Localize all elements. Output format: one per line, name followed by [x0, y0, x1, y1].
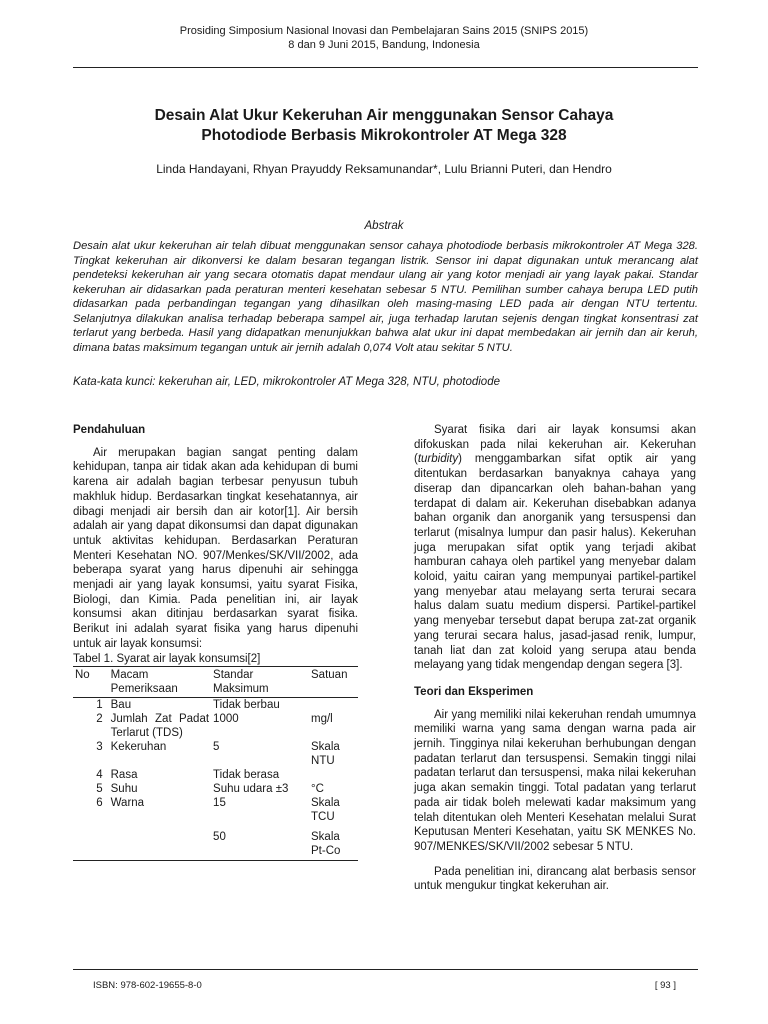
table-row	[73, 698, 358, 713]
cell-parameter: Kekeruhan	[110, 741, 167, 754]
header-parameter: Macam Pemeriksaan	[109, 667, 211, 698]
cell-parameter: Suhu	[110, 783, 138, 796]
section-heading-introduction: Pendahuluan	[73, 424, 146, 436]
section-heading-theory: Teori dan Eksperimen	[414, 685, 534, 698]
title-line-2: Photodiode Berbasis Mikrokontroler AT Mega 328	[201, 127, 567, 144]
isbn: ISBN: 978-602-19655-8-0	[93, 980, 202, 991]
theory-paragraph: Air yang memiliki nilai kekeruhan rendah umumnya memiliki warna yang sama dengan warna pada air jernih. Tingginya nilai kekeruhan berhubungan dengan padatan terlarut dan tersuspensi. Semakin tinggi nilai padatan terlarut dan tersuspensi, maka nilai kekeruhan juga akan semakin tinggi. Total padatan yang terlarut pada air tidak boleh melewati kadar maksimum yang telah ditentukan oleh Menteri Kesehatan melalui Surat Keputusan Menteri Kesehatan, yaitu SK MENKES No. 907/MENKES/SK/VII/2002 sebesar 5 NTU.	[414, 708, 696, 853]
right-column	[414, 423, 696, 894]
cell-parameter: Jumlah Zat Padat Terlarut (TDS)	[110, 713, 210, 740]
cell-unit	[309, 768, 358, 782]
header-no: No	[73, 667, 109, 698]
cell-no: 2	[96, 713, 103, 726]
requirements-table	[73, 666, 358, 861]
footer-rule	[73, 969, 698, 970]
cell-unit: °C	[311, 783, 324, 796]
cell-unit: mg/l	[311, 713, 333, 726]
cell-parameter: Warna	[110, 797, 145, 810]
conference-date: 8 dan 9 Juni 2015, Bandung, Indonesia	[288, 39, 480, 51]
keywords: Kata-kata kunci: kekeruhan air, LED, mikrokontroler AT Mega 328, NTU, photodiode	[73, 376, 500, 388]
header-standard: Standar Maksimum	[211, 667, 309, 698]
cell-standard: 5	[213, 741, 220, 754]
running-header	[0, 24, 768, 52]
cell-no: 1	[96, 699, 103, 712]
header-rule	[73, 67, 698, 68]
header-unit: Satuan	[309, 667, 358, 698]
table-row	[73, 712, 358, 740]
cell-unit: Skala TCU	[311, 797, 340, 824]
table-row	[73, 782, 358, 796]
cell-unit: Skala NTU	[311, 741, 340, 768]
cell-no: 4	[96, 769, 103, 782]
cell-no	[73, 824, 109, 861]
page-number: [ 93 ]	[654, 980, 676, 991]
cell-standard: 50	[211, 824, 309, 861]
table-row	[73, 768, 358, 782]
cell-no: 3	[96, 741, 103, 754]
cell-no: 5	[96, 783, 103, 796]
cell-standard: Tidak berasa	[213, 769, 280, 782]
cell-standard: Tidak berbau	[213, 699, 280, 712]
cell-parameter: Bau	[110, 699, 132, 712]
abstract-text: Desain alat ukur kekeruhan air telah dibuat menggunakan sensor cahaya photodiode berbasis mikrokontroler AT Mega 328. Tingkat kekeruhan air dikonversi ke dalam besaran tegangan listrik. Sensor ini dapat digunakan untuk merancang alat pendeteksi kekeruhan air yang secara otomatis dapat mendaur ulang air yang kotor menjadi air yang layak pakai. Standar kekeruhan air didasarkan pada peraturan menteri kesehatan sebesar 5 NTU. Pemilihan sumber cahaya berupa LED putih didasarkan pada perbandingan tegangan yang dihasilkan oleh masing-masing LED pada air dengan NTU tertentu. Selanjutnya dilakukan analisa terhadap beberapa sampel air, juga terhadap larutan sejenis dengan tingkat konsentrasi zat terlarut yang berbeda. Hasil yang didapatkan menunjukkan bahwa alat ukur ini dapat membedakan air jernih dan air keruh, dimana batas maksimum tegangan untuk air jernih adalah 0,074 Volt atau sekitar 5 NTU.	[73, 240, 698, 354]
cell-standard: 15	[213, 797, 226, 810]
turbidity-paragraph: Syarat fisika dari air layak konsumsi akan difokuskan pada nilai kekeruhan air. Kekeruhan (turbidity) menggambarkan sifat optik air yang ditentukan berdasarkan banyaknya cahaya yang diserap dan dipancarkan oleh bahan-bahan yang terdapat di dalam air. Kekeruhan disebabkan adanya bahan organik dan anorganik yang tersuspensi dan terlarut (misalnya lumpur dan pasir halus). Kekeruhan juga merupakan sifat optik yang terjadi akibat hamburan cahaya oleh partikel yang menyebar dalam koloid, yaitu cairan yang mempunyai partikel-partikel yang menyebar atau melayang serta terurai secara halus dalam suatu medium dispersi. Partikel-partikel yang menyebar tersebut dapat berupa zat-zat organik yang terurai secara halus, jasad-jasad renik, lumpur, tanah liat dan zat koloid yang serupa atau benda melayang yang tidak mengendap dengan segera [3].	[414, 424, 696, 672]
author-list: Linda Handayani, Rhyan Prayuddy Reksamunandar*, Lulu Brianni Puteri, dan Hendro	[156, 162, 612, 176]
cell-unit	[309, 698, 358, 713]
table-row	[73, 796, 358, 824]
cell-unit: Skala Pt-Co	[309, 824, 358, 861]
left-column	[73, 423, 358, 861]
turbidity-term: turbidity	[417, 453, 459, 466]
table-row	[73, 824, 358, 861]
table-row	[73, 740, 358, 768]
table-header-row	[73, 667, 358, 698]
table-caption: Tabel 1. Syarat air layak konsumsi[2]	[73, 652, 261, 665]
paper-title	[60, 106, 708, 146]
cell-parameter	[109, 824, 211, 861]
intro-paragraph: Air merupakan bagian sangat penting dalam kehidupan, tanpa air tidak akan ada kehidupan di bumi karena air adalah bagian terbesar penyusun tubuh makhluk hidup. Berdasarkan tingkat kesehatannya, air dibagi menjadi air bersih dan air kotor[1]. Air bersih adalah air yang dapat dikonsumsi dan dapat digunakan untuk aktivitas kehidupan. Berdasarkan Peraturan Menteri Kesehatan NO. 907/Menkes/SK/VII/2002, ada beberapa syarat yang harus dipenuhi air sehingga menjadi air yang layak konsumsi, yaitu syarat Fisika, Biologi, dan Kimia. Pada penelitian ini, air layak konsumsi akan ditinjau berdasarkan syarat fisika. Berikut ini adalah syarat fisika yang harus dipenuhi untuk air layak konsumsi:	[73, 446, 358, 650]
cell-no: 6	[96, 797, 103, 810]
cell-parameter: Rasa	[110, 769, 138, 782]
title-line-1: Desain Alat Ukur Kekeruhan Air menggunakan Sensor Cahaya	[154, 107, 614, 124]
abstract-heading: Abstrak	[364, 220, 404, 232]
cell-standard: Suhu udara ±3	[213, 783, 289, 796]
cell-standard: 1000	[213, 713, 239, 726]
conference-name: Prosiding Simposium Nasional Inovasi dan Pembelajaran Sains 2015 (SNIPS 2015)	[179, 25, 589, 37]
method-paragraph: Pada penelitian ini, dirancang alat berbasis sensor untuk mengukur tingkat kekeruhan air.	[414, 865, 696, 893]
